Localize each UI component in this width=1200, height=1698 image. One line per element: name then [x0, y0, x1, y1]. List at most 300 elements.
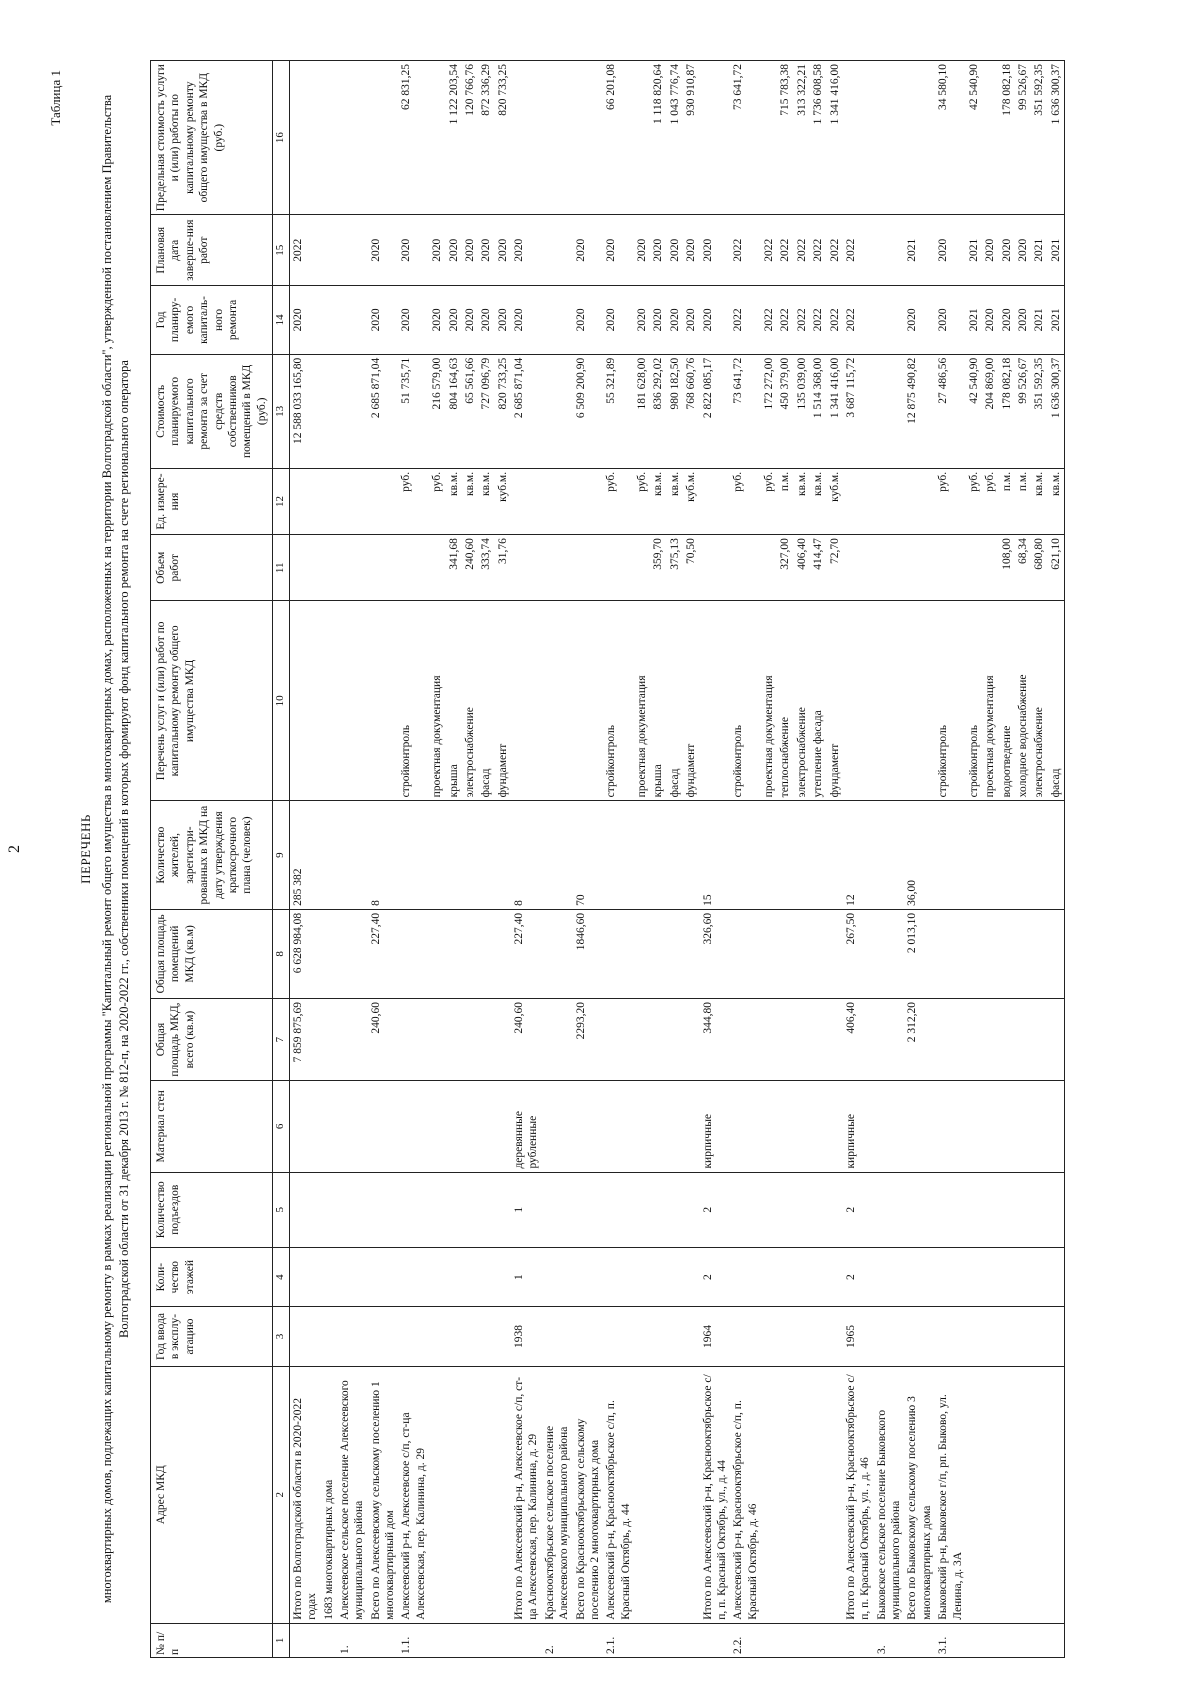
table-cell-col-10	[904, 601, 935, 801]
table-cell-col-12	[289, 468, 320, 534]
repair-plan-table	[150, 60, 1065, 1658]
table-cell-col-10: стройконтроль	[730, 601, 761, 801]
table-cell-col-16: 66 201,08	[603, 61, 634, 215]
table-row	[683, 61, 699, 1658]
table-cell-col-15: 2021	[966, 215, 982, 286]
table-row	[446, 61, 462, 1658]
table-cell-col-1: 3.	[874, 1623, 905, 1657]
table-cell-col-6	[904, 1081, 935, 1172]
table-cell-col-14	[542, 286, 573, 355]
table-cell-col-11	[634, 535, 650, 601]
table-cell-col-3	[462, 1307, 478, 1366]
table-cell-col-16	[321, 61, 337, 215]
table-cell-col-9	[542, 801, 573, 910]
header-cell: № п/п	[151, 1623, 273, 1657]
table-cell-col-7	[1015, 998, 1031, 1080]
table-cell-col-14: 2022	[761, 286, 777, 355]
table-cell-col-15: 2020	[429, 215, 445, 286]
table-cell-col-8	[495, 909, 511, 998]
table-cell-col-15: 2020	[573, 215, 604, 286]
table-cell-col-2	[1031, 1366, 1047, 1623]
table-cell-col-10: электроснабжение	[462, 601, 478, 801]
table-cell-col-12: руб.	[982, 468, 998, 534]
table-cell-col-1	[761, 1623, 777, 1657]
table-cell-col-4	[634, 1247, 650, 1306]
column-number: 8	[273, 909, 290, 998]
table-cell-col-8	[730, 909, 761, 998]
table-cell-col-16	[761, 61, 777, 215]
table-cell-col-2	[462, 1366, 478, 1623]
column-number-row	[273, 61, 290, 1658]
table-cell-col-5	[982, 1172, 998, 1247]
table-row	[511, 61, 542, 1658]
table-cell-col-8	[462, 909, 478, 998]
table-cell-col-1	[511, 1623, 542, 1657]
table-cell-col-12: руб.	[634, 468, 650, 534]
table-row	[337, 61, 368, 1658]
column-number: 15	[273, 215, 290, 286]
table-cell-col-7: 240,60	[368, 998, 399, 1080]
table-cell-col-4	[650, 1247, 666, 1306]
table-cell-col-7	[650, 998, 666, 1080]
table-cell-col-1: 3.1.	[935, 1623, 966, 1657]
table-cell-col-13	[321, 354, 337, 468]
table-cell-col-1: 2.2.	[730, 1623, 761, 1657]
table-cell-col-13: 6 509 200,90	[573, 354, 604, 468]
table-cell-col-3	[603, 1307, 634, 1366]
table-cell-col-2	[1015, 1366, 1031, 1623]
table-cell-col-14: 2020	[935, 286, 966, 355]
table-cell-col-14: 2020	[683, 286, 699, 355]
table-cell-col-16	[634, 61, 650, 215]
table-cell-col-11: 327,00	[777, 535, 793, 601]
table-cell-col-3	[982, 1307, 998, 1366]
table-cell-col-4	[999, 1247, 1015, 1306]
table-cell-col-9	[398, 801, 429, 910]
table-cell-col-15: 2020	[650, 215, 666, 286]
table-cell-col-8	[337, 909, 368, 998]
table-cell-col-12: руб.	[935, 468, 966, 534]
table-cell-col-7	[1031, 998, 1047, 1080]
table-cell-col-7	[966, 998, 982, 1080]
table-cell-col-9: 15	[700, 801, 731, 910]
table-cell-col-8	[827, 909, 843, 998]
table-cell-col-10: фундамент	[827, 601, 843, 801]
table-cell-col-12	[573, 468, 604, 534]
table-cell-col-15: 2020	[511, 215, 542, 286]
table-cell-col-1	[1015, 1623, 1031, 1657]
table-cell-col-7: 344,80	[700, 998, 731, 1080]
table-cell-col-4	[730, 1247, 761, 1306]
table-cell-col-2	[634, 1366, 650, 1623]
table-cell-col-10: теплоснабжение	[777, 601, 793, 801]
table-row	[999, 61, 1015, 1658]
table-cell-col-13: 1 341 416,00	[827, 354, 843, 468]
table-cell-col-15: 2022	[730, 215, 761, 286]
table-cell-col-3	[874, 1307, 905, 1366]
table-cell-col-9	[794, 801, 810, 910]
table-cell-col-6: кирпичные	[700, 1081, 731, 1172]
table-cell-col-10: проектная документация	[982, 601, 998, 801]
table-cell-col-9: 8	[368, 801, 399, 910]
table-cell-col-13: 836 292,02	[650, 354, 666, 468]
table-cell-col-11	[904, 535, 935, 601]
table-cell-col-2: Итого по Алексеевский р-н, Краснооктябрьское с/п, п. Красный Октябрь, ул. , д. 46	[843, 1366, 874, 1623]
table-cell-col-16: 1 043 776,74	[667, 61, 683, 215]
table-cell-col-5	[777, 1172, 793, 1247]
table-cell-col-10	[542, 601, 573, 801]
table-header-row	[151, 61, 273, 1658]
table-cell-col-16: 178 082,18	[999, 61, 1015, 215]
table-cell-col-16: 1 122 203,54	[446, 61, 462, 215]
table-cell-col-14: 2020	[982, 286, 998, 355]
table-cell-col-15: 2020	[700, 215, 731, 286]
table-cell-col-2: Итого по Алексеевский р-н, Алексеевское с/п, ст-ца Алексеевская, пер. Калинина, д. 29	[511, 1366, 542, 1623]
table-cell-col-6	[368, 1081, 399, 1172]
table-cell-col-12: п.м.	[999, 468, 1015, 534]
table-row	[289, 61, 320, 1658]
table-row	[810, 61, 826, 1658]
table-cell-col-15	[337, 215, 368, 286]
table-cell-col-16	[700, 61, 731, 215]
table-cell-col-9: 12	[843, 801, 874, 910]
table-cell-col-3	[634, 1307, 650, 1366]
table-cell-col-5	[650, 1172, 666, 1247]
table-cell-col-11: 406,40	[794, 535, 810, 601]
table-cell-col-6	[966, 1081, 982, 1172]
table-cell-col-14: 2022	[843, 286, 874, 355]
table-cell-col-1	[495, 1623, 511, 1657]
table-cell-col-13	[337, 354, 368, 468]
table-cell-col-4	[462, 1247, 478, 1306]
table-cell-col-14: 2022	[794, 286, 810, 355]
table-cell-col-9: 8	[511, 801, 542, 910]
table-cell-col-10: стройконтроль	[603, 601, 634, 801]
table-cell-col-10: фасад	[1048, 601, 1065, 801]
table-cell-col-11	[843, 535, 874, 601]
table-cell-col-13: 42 540,90	[966, 354, 982, 468]
table-cell-col-14: 2020	[650, 286, 666, 355]
table-cell-col-15: 2021	[1048, 215, 1065, 286]
table-cell-col-14	[321, 286, 337, 355]
table-cell-col-4	[289, 1247, 320, 1306]
table-cell-col-14: 2020	[495, 286, 511, 355]
table-label: Таблица 1	[48, 70, 63, 126]
table-cell-col-11	[429, 535, 445, 601]
table-row	[827, 61, 843, 1658]
table-cell-col-2	[650, 1366, 666, 1623]
table-cell-col-12: кв.м.	[462, 468, 478, 534]
table-cell-col-16	[573, 61, 604, 215]
table-cell-col-12	[337, 468, 368, 534]
table-cell-col-12: кв.м.	[1031, 468, 1047, 534]
table-cell-col-1	[289, 1623, 320, 1657]
table-cell-col-6	[446, 1081, 462, 1172]
table-cell-col-4	[321, 1247, 337, 1306]
table-cell-col-15: 2022	[289, 215, 320, 286]
table-cell-col-14: 2021	[1048, 286, 1065, 355]
table-cell-col-3	[667, 1307, 683, 1366]
column-number: 3	[273, 1307, 290, 1366]
table-cell-col-15: 2022	[810, 215, 826, 286]
table-cell-col-10: проектная документация	[761, 601, 777, 801]
table-cell-col-9	[1048, 801, 1065, 910]
table-cell-col-8	[999, 909, 1015, 998]
table-cell-col-10: крыша	[650, 601, 666, 801]
table-cell-col-12: руб.	[761, 468, 777, 534]
table-cell-col-7	[478, 998, 494, 1080]
table-cell-col-15: 2020	[999, 215, 1015, 286]
table-cell-col-15: 2020	[462, 215, 478, 286]
table-cell-col-9	[650, 801, 666, 910]
table-cell-col-4	[1048, 1247, 1065, 1306]
header-cell: Перечень услуг и (или) работ по капитальному ремонту общего имущества МКД	[151, 601, 273, 801]
table-cell-col-8: 326,60	[700, 909, 731, 998]
table-cell-col-4	[573, 1247, 604, 1306]
table-cell-col-1	[827, 1623, 843, 1657]
table-cell-col-6	[573, 1081, 604, 1172]
table-cell-col-6	[429, 1081, 445, 1172]
table-cell-col-8: 227,40	[368, 909, 399, 998]
table-cell-col-6	[603, 1081, 634, 1172]
table-row	[495, 61, 511, 1658]
table-cell-col-16	[904, 61, 935, 215]
table-cell-col-11	[982, 535, 998, 601]
table-cell-col-2	[761, 1366, 777, 1623]
table-cell-col-11: 333,74	[478, 535, 494, 601]
table-cell-col-10: электроснабжение	[794, 601, 810, 801]
table-cell-col-13: 27 486,56	[935, 354, 966, 468]
table-cell-col-12	[843, 468, 874, 534]
table-cell-col-6	[730, 1081, 761, 1172]
column-number: 10	[273, 601, 290, 801]
table-cell-col-5	[462, 1172, 478, 1247]
table-cell-col-4	[982, 1247, 998, 1306]
table-cell-col-9	[1031, 801, 1047, 910]
table-cell-col-7: 7 859 875,69	[289, 998, 320, 1080]
table-cell-col-10: стройконтроль	[966, 601, 982, 801]
table-cell-col-3	[650, 1307, 666, 1366]
table-cell-col-12	[368, 468, 399, 534]
table-cell-col-7	[683, 998, 699, 1080]
table-cell-col-10: холодное водоснабжение	[1015, 601, 1031, 801]
table-cell-col-12: кв.м.	[446, 468, 462, 534]
table-cell-col-9	[1015, 801, 1031, 910]
table-cell-col-2	[478, 1366, 494, 1623]
table-cell-col-8	[1048, 909, 1065, 998]
table-cell-col-14: 2020	[1015, 286, 1031, 355]
table-cell-col-6	[683, 1081, 699, 1172]
table-cell-col-16: 715 783,38	[777, 61, 793, 215]
table-cell-col-9	[874, 801, 905, 910]
column-number: 12	[273, 468, 290, 534]
table-cell-col-13: 2 685 871,04	[511, 354, 542, 468]
table-row	[462, 61, 478, 1658]
table-cell-col-2	[982, 1366, 998, 1623]
table-cell-col-7: 2293,20	[573, 998, 604, 1080]
table-row	[904, 61, 935, 1658]
table-cell-col-11: 108,00	[999, 535, 1015, 601]
table-cell-col-3: 1965	[843, 1307, 874, 1366]
table-cell-col-13: 450 379,00	[777, 354, 793, 468]
table-cell-col-10	[321, 601, 337, 801]
table-cell-col-15	[542, 215, 573, 286]
table-cell-col-11: 680,80	[1031, 535, 1047, 601]
table-cell-col-9	[321, 801, 337, 910]
table-cell-col-5	[935, 1172, 966, 1247]
table-cell-col-14: 2020	[478, 286, 494, 355]
table-cell-col-15: 2020	[634, 215, 650, 286]
table-cell-col-9	[827, 801, 843, 910]
table-cell-col-3	[446, 1307, 462, 1366]
table-cell-col-1	[904, 1623, 935, 1657]
table-cell-col-6	[634, 1081, 650, 1172]
table-cell-col-2: Быковское сельское поселение Быковского муниципального района	[874, 1366, 905, 1623]
table-cell-col-12: руб.	[603, 468, 634, 534]
table-cell-col-6	[982, 1081, 998, 1172]
table-cell-col-11	[289, 535, 320, 601]
table-cell-col-8: 227,40	[511, 909, 542, 998]
table-cell-col-4: 2	[700, 1247, 731, 1306]
column-number: 5	[273, 1172, 290, 1247]
table-cell-col-6: кирпичные	[843, 1081, 874, 1172]
table-cell-col-3	[398, 1307, 429, 1366]
table-cell-col-1	[667, 1623, 683, 1657]
table-cell-col-6	[1015, 1081, 1031, 1172]
table-cell-col-4	[794, 1247, 810, 1306]
table-cell-col-7	[603, 998, 634, 1080]
table-cell-col-5	[289, 1172, 320, 1247]
table-cell-col-10	[700, 601, 731, 801]
table-cell-col-3	[542, 1307, 573, 1366]
table-cell-col-5	[827, 1172, 843, 1247]
table-cell-col-8	[874, 909, 905, 998]
table-cell-col-10: стройконтроль	[398, 601, 429, 801]
table-cell-col-2	[1048, 1366, 1065, 1623]
header-cell: Стоимость планируемого капитального ремонта за счет средств собственников помещений в МКД (руб.)	[151, 354, 273, 468]
header-cell: Ед. измере-ния	[151, 468, 273, 534]
table-row	[429, 61, 445, 1658]
table-cell-col-13	[542, 354, 573, 468]
table-cell-col-16: 930 910,87	[683, 61, 699, 215]
table-cell-col-1	[794, 1623, 810, 1657]
table-cell-col-14: 2021	[966, 286, 982, 355]
table-cell-col-10: крыша	[446, 601, 462, 801]
table-cell-col-9	[446, 801, 462, 910]
table-cell-col-11	[337, 535, 368, 601]
table-cell-col-3	[289, 1307, 320, 1366]
table-cell-col-5	[810, 1172, 826, 1247]
table-cell-col-6	[650, 1081, 666, 1172]
table-cell-col-8	[777, 909, 793, 998]
table-cell-col-6	[398, 1081, 429, 1172]
table-cell-col-1: 1.1.	[398, 1623, 429, 1657]
table-cell-col-12: руб.	[429, 468, 445, 534]
table-cell-col-14: 2020	[398, 286, 429, 355]
table-cell-col-9	[999, 801, 1015, 910]
table-cell-col-9	[982, 801, 998, 910]
table-cell-col-16	[542, 61, 573, 215]
table-cell-col-13: 216 579,00	[429, 354, 445, 468]
table-cell-col-7	[794, 998, 810, 1080]
table-cell-col-3	[777, 1307, 793, 1366]
table-cell-col-15: 2021	[1031, 215, 1047, 286]
table-cell-col-14: 2020	[634, 286, 650, 355]
table-cell-col-2: Всего по Алексеевскому сельскому поселению 1 многоквартирный дом	[368, 1366, 399, 1623]
table-row	[603, 61, 634, 1658]
table-cell-col-9	[810, 801, 826, 910]
table-cell-col-2: Краснооктябрьское сельское поселение Алексеевского муниципального района	[542, 1366, 573, 1623]
table-cell-col-3	[827, 1307, 843, 1366]
column-number: 6	[273, 1081, 290, 1172]
table-cell-col-13: 980 182,50	[667, 354, 683, 468]
table-cell-col-15: 2020	[603, 215, 634, 286]
table-cell-col-6	[761, 1081, 777, 1172]
table-row	[935, 61, 966, 1658]
table-cell-col-14: 2020	[462, 286, 478, 355]
table-cell-col-9	[730, 801, 761, 910]
table-cell-col-3	[904, 1307, 935, 1366]
table-cell-col-12	[904, 468, 935, 534]
table-cell-col-15	[874, 215, 905, 286]
header-cell: Предельная стоимость услуги и (или) работы по капитальному ремонту общего имущества в МКД (руб.)	[151, 61, 273, 215]
table-cell-col-8	[321, 909, 337, 998]
table-cell-col-6: деревянные рубленные	[511, 1081, 542, 1172]
table-cell-col-2: Всего по Краснооктябрьскому сельскому поселению 2 многоквартирных дома	[573, 1366, 604, 1623]
table-cell-col-2: Итого по Алексеевский р-н, Краснооктябрьское с/п, п. Красный Октябрь, ул., д. 44	[700, 1366, 731, 1623]
table-cell-col-7	[810, 998, 826, 1080]
table-cell-col-5	[1015, 1172, 1031, 1247]
table-cell-col-16: 820 733,25	[495, 61, 511, 215]
table-cell-col-3	[761, 1307, 777, 1366]
table-cell-col-6	[777, 1081, 793, 1172]
table-cell-col-16: 120 766,76	[462, 61, 478, 215]
table-cell-col-3: 1938	[511, 1307, 542, 1366]
header-cell: Адрес МКД	[151, 1366, 273, 1623]
table-cell-col-8	[1031, 909, 1047, 998]
table-cell-col-14	[337, 286, 368, 355]
table-cell-col-13: 204 869,00	[982, 354, 998, 468]
table-cell-col-1	[462, 1623, 478, 1657]
table-cell-col-8	[935, 909, 966, 998]
table-row	[478, 61, 494, 1658]
table-cell-col-12: кв.м.	[794, 468, 810, 534]
table-cell-col-15: 2020	[368, 215, 399, 286]
table-cell-col-9	[495, 801, 511, 910]
table-cell-col-5	[874, 1172, 905, 1247]
table-cell-col-11: 72,70	[827, 535, 843, 601]
column-number: 1	[273, 1623, 290, 1657]
table-cell-col-9	[337, 801, 368, 910]
table-cell-col-13: 3 687 115,72	[843, 354, 874, 468]
table-cell-col-7	[495, 998, 511, 1080]
table-cell-col-7	[542, 998, 573, 1080]
column-number: 7	[273, 998, 290, 1080]
table-cell-col-11	[935, 535, 966, 601]
table-row	[843, 61, 874, 1658]
table-cell-col-15: 2021	[904, 215, 935, 286]
table-cell-col-6	[1048, 1081, 1065, 1172]
table-cell-col-15: 2020	[667, 215, 683, 286]
table-cell-col-9	[478, 801, 494, 910]
table-cell-col-14: 2022	[827, 286, 843, 355]
table-cell-col-7	[827, 998, 843, 1080]
table-cell-col-1	[700, 1623, 731, 1657]
table-cell-col-10: фасад	[667, 601, 683, 801]
table-cell-col-16: 42 540,90	[966, 61, 982, 215]
table-cell-col-11	[700, 535, 731, 601]
table-cell-col-5: 1	[511, 1172, 542, 1247]
